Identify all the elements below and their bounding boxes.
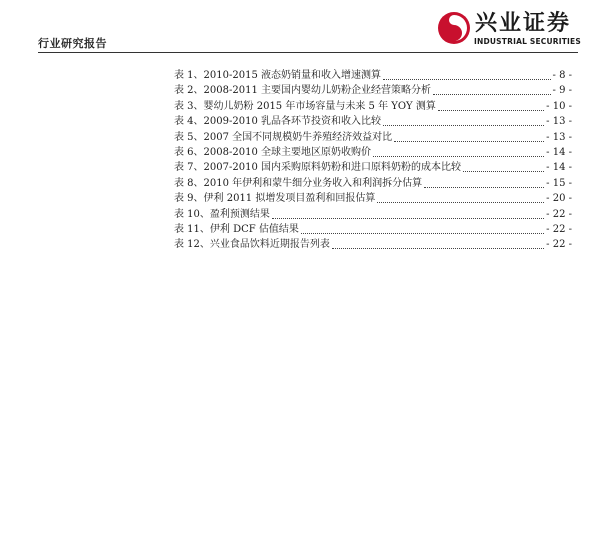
toc-entry[interactable]: [174, 83, 572, 98]
toc-entry-title[interactable]: 表 12、兴业食品饮料近期报告列表: [174, 239, 330, 251]
toc-entry[interactable]: [174, 160, 572, 175]
toc-dot-leader: [332, 238, 544, 249]
toc-dot-leader: [373, 146, 544, 157]
logo-chinese-name: 兴业证券: [475, 11, 572, 36]
toc-entry-title[interactable]: 表 3、婴幼儿奶粉 2015 年市场容量与未来 5 年 YOY 测算: [174, 100, 436, 112]
toc-entry[interactable]: [174, 68, 572, 83]
toc-dot-leader: [424, 177, 544, 188]
table-of-tables: [174, 68, 572, 253]
toc-entry-title[interactable]: 表 9、伊利 2011 拟增发项目盈利和回报估算: [174, 193, 376, 205]
page-header: [0, 0, 614, 54]
toc-entry[interactable]: [174, 99, 572, 114]
toc-dot-leader: [377, 192, 544, 203]
toc-entry[interactable]: [174, 114, 572, 129]
toc-entry-title[interactable]: 表 1、2010-2015 液态奶销量和收入增速测算: [174, 70, 381, 81]
toc-entry-page[interactable]: - 13 -: [546, 131, 572, 143]
toc-entry[interactable]: [174, 207, 572, 222]
toc-entry-page[interactable]: - 22 -: [546, 208, 572, 220]
toc-dot-leader: [383, 115, 544, 126]
toc-dot-leader: [438, 100, 544, 111]
logo-english-name: INDUSTRIAL SECURITIES: [474, 37, 581, 46]
toc-entry[interactable]: [174, 145, 572, 160]
toc-entry-page[interactable]: - 10 -: [546, 100, 572, 112]
toc-entry[interactable]: [174, 237, 572, 252]
toc-entry-page[interactable]: - 22 -: [546, 223, 572, 235]
toc-entry-title[interactable]: 表 5、2007 全国不同规模奶牛养殖经济效益对比: [174, 131, 393, 143]
toc-entry-page[interactable]: - 14 -: [546, 146, 572, 158]
toc-dot-leader: [272, 208, 544, 219]
toc-entry-page[interactable]: - 22 -: [546, 239, 572, 251]
toc-entry-page[interactable]: - 14 -: [546, 162, 572, 174]
toc-dot-leader: [394, 131, 544, 142]
toc-entry[interactable]: [174, 176, 572, 191]
toc-entry-page[interactable]: - 8 -: [552, 70, 572, 81]
toc-entry-page[interactable]: - 20 -: [546, 193, 572, 205]
toc-entry-title[interactable]: 表 7、2007-2010 国内采购原料奶粉和进口原料奶粉的成本比较: [174, 162, 461, 174]
toc-entry[interactable]: [174, 191, 572, 206]
toc-dot-leader: [301, 223, 544, 234]
toc-entry-title[interactable]: 表 10、盈利预测结果: [174, 208, 270, 220]
toc-entry-title[interactable]: 表 4、2009-2010 乳品各环节投资和收入比较: [174, 116, 381, 128]
toc-entry-page[interactable]: - 15 -: [546, 177, 572, 189]
toc-entry-title[interactable]: 表 8、2010 年伊利和蒙牛细分业务收入和利润拆分估算: [174, 177, 423, 189]
industrial-securities-logo-icon: [437, 11, 471, 45]
header-divider: [38, 52, 578, 53]
toc-entry-title[interactable]: 表 2、2008-2011 主要国内婴幼儿奶粉企业经营策略分析: [174, 85, 431, 97]
toc-entry-page[interactable]: - 9 -: [552, 85, 572, 97]
toc-entry[interactable]: [174, 130, 572, 145]
toc-entry-page[interactable]: - 13 -: [546, 116, 572, 128]
toc-dot-leader: [383, 69, 551, 80]
toc-dot-leader: [433, 84, 551, 95]
company-logo: [437, 11, 587, 49]
toc-entry-title[interactable]: 表 11、伊利 DCF 估值结果: [174, 223, 299, 235]
toc-entry-title[interactable]: 表 6、2008-2010 全球主要地区原奶收购价: [174, 146, 371, 158]
toc-entry[interactable]: [174, 222, 572, 237]
report-type-label: 行业研究报告: [38, 37, 107, 50]
toc-dot-leader: [463, 161, 544, 172]
